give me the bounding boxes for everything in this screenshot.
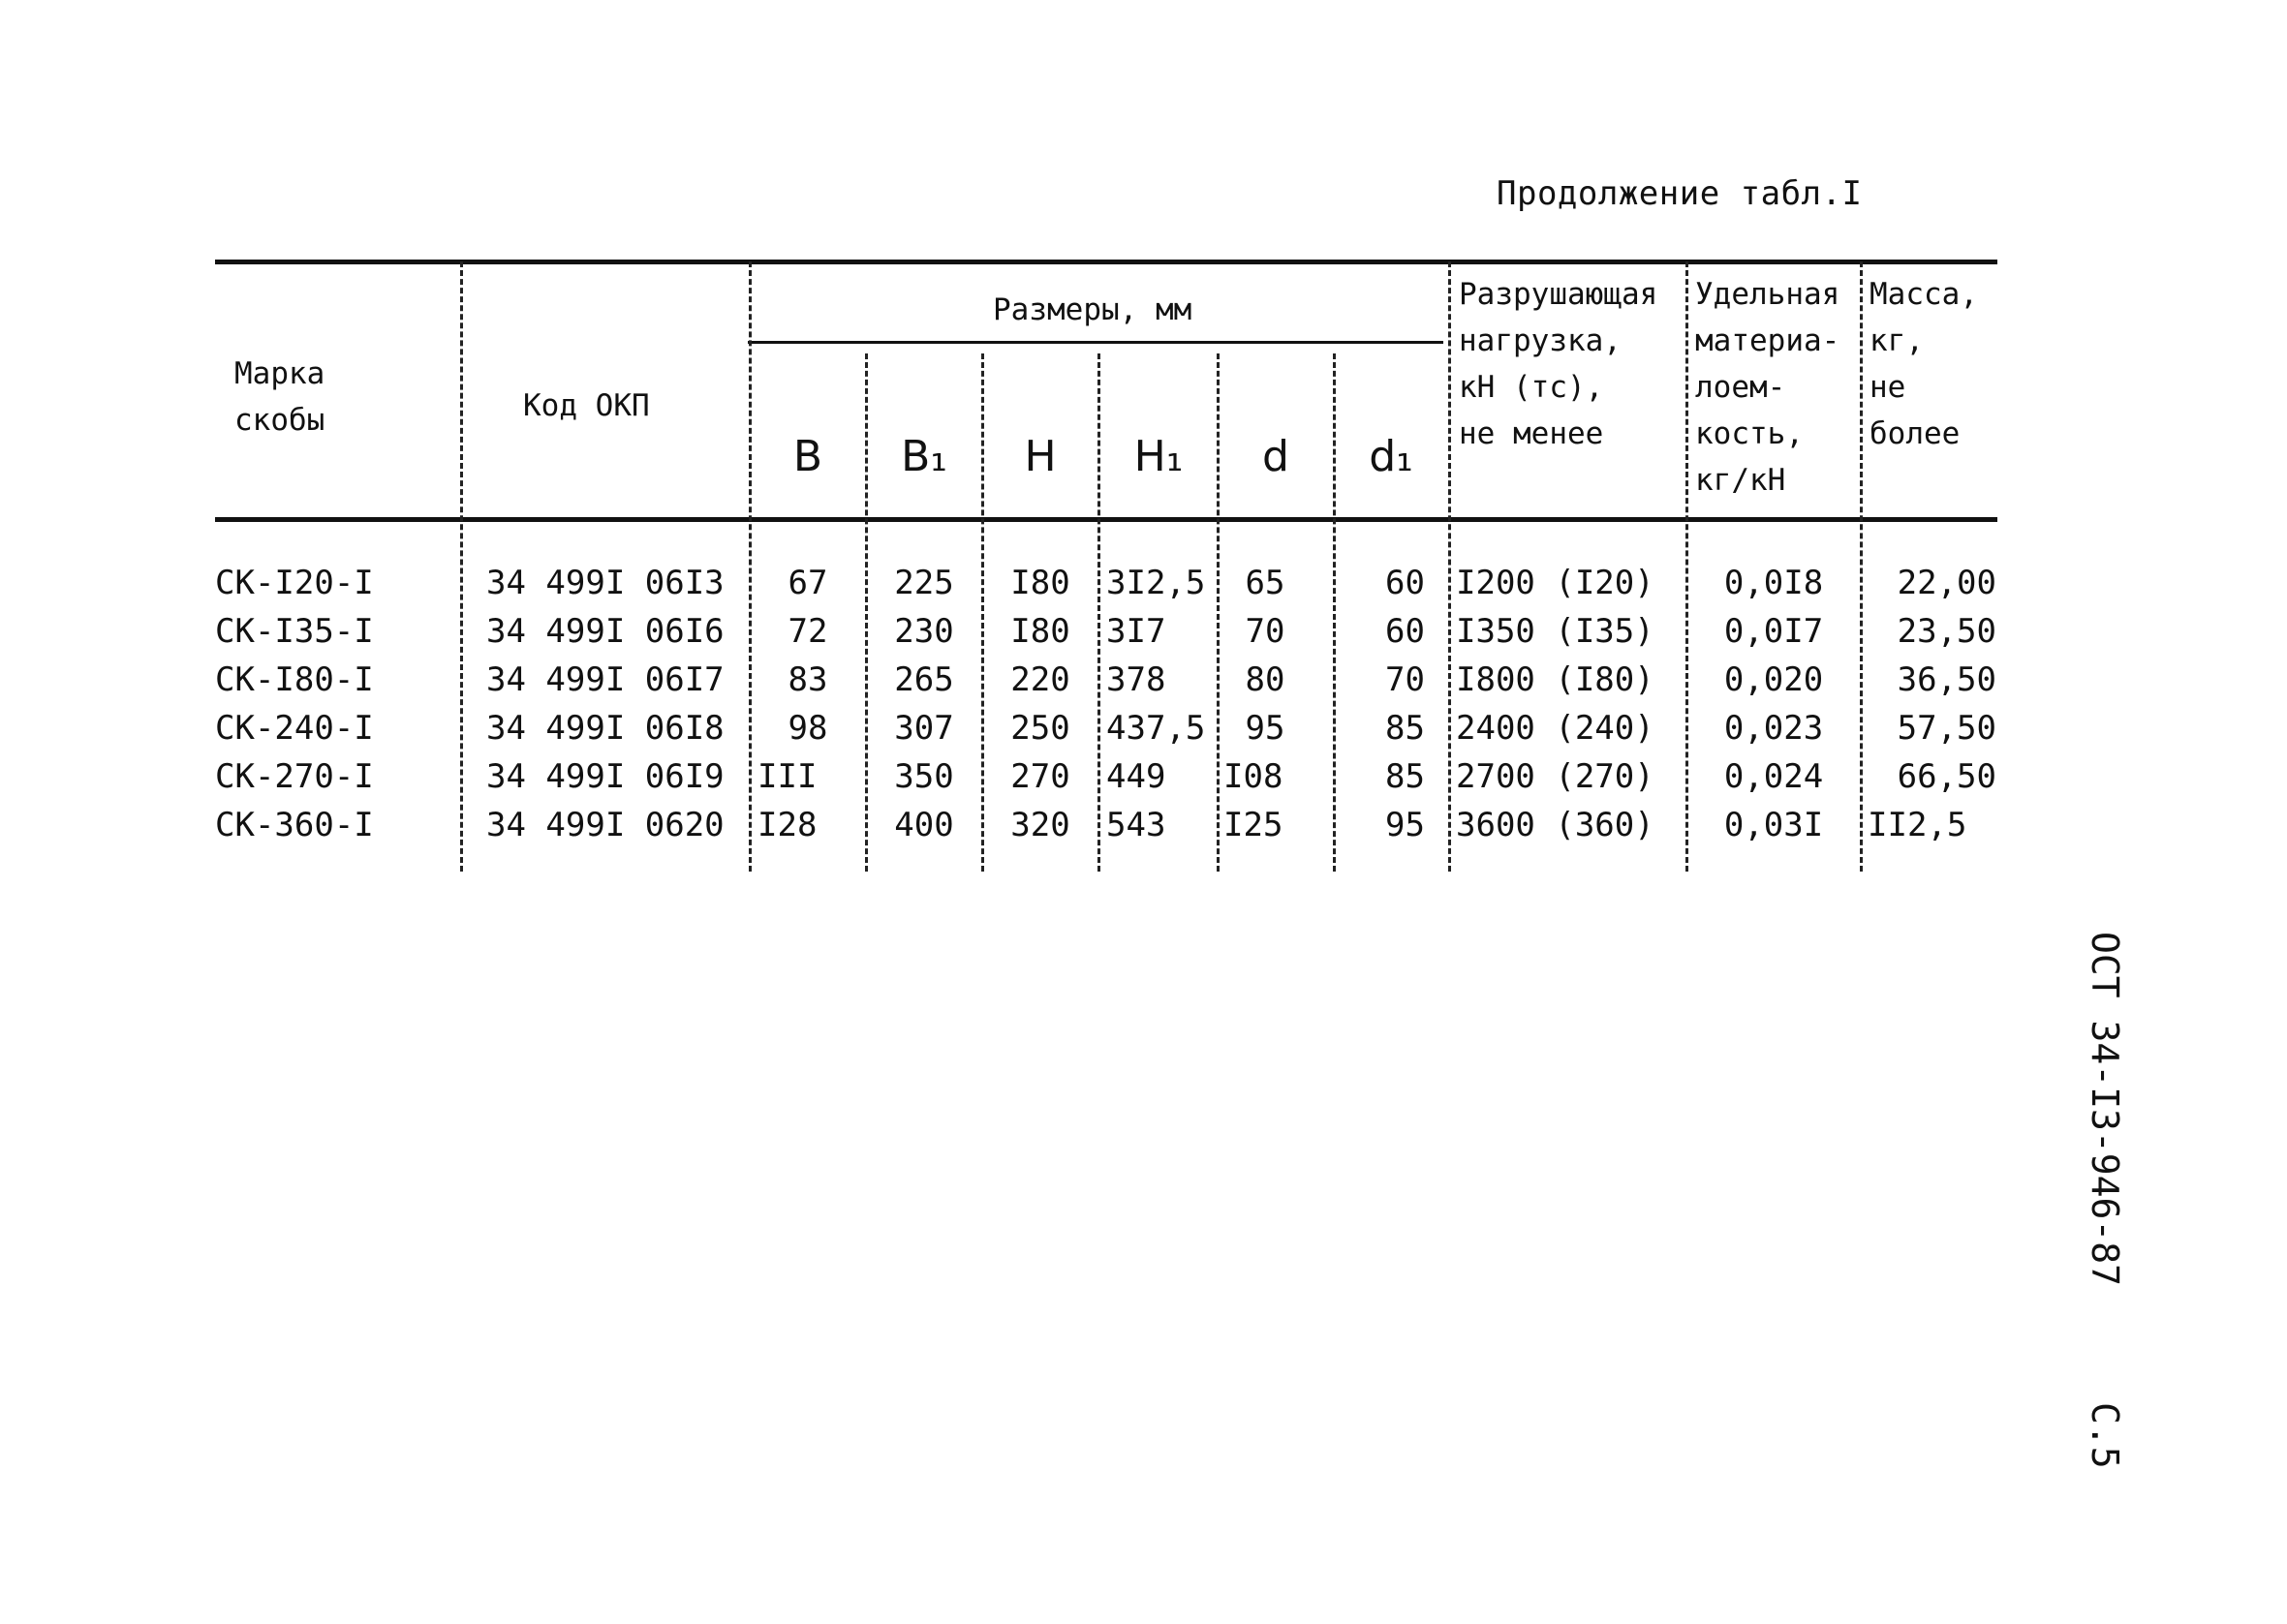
header-specific [1695,271,1839,504]
cell-b1: 265 [894,660,954,699]
column-separator [865,353,868,872]
column-separator [1860,261,1863,872]
cell-d: 70 [1245,612,1285,651]
header-dim-h: H [1024,432,1057,481]
cell-h1: 3I7 [1106,612,1166,651]
cell-b: 83 [788,660,828,699]
header-specific-line: Удельная [1695,277,1840,312]
header-dim-d: d [1262,432,1289,481]
cell-h1: 437,5 [1106,709,1206,748]
cell-specific: 0,023 [1723,709,1824,748]
cell-mass: 66,50 [1897,757,1996,796]
column-separator [1448,261,1451,872]
cell-okp: 34 499I 0620 [486,806,725,844]
cell-d1: 95 [1385,806,1425,844]
cell-mark: СК-I80-I [215,660,374,699]
cell-mark: СК-360-I [215,806,374,844]
header-specific-line: кость, [1695,416,1804,451]
cell-mark: СК-I35-I [215,612,374,651]
header-dim-h1: H₁ [1133,432,1184,481]
cell-load: I350 (I35) [1456,612,1654,651]
header-dim-b1: B₁ [901,432,947,481]
header-mass-line: не [1870,370,1906,405]
cell-h: 270 [1010,757,1070,796]
cell-load: 3600 (360) [1456,806,1654,844]
cell-mass: 36,50 [1897,660,1996,699]
header-mass-line: кг, [1870,323,1924,358]
cell-b: 98 [788,709,828,748]
cell-mass: 23,50 [1897,612,1996,651]
cell-h: 220 [1010,660,1070,699]
dims-group-rule [748,341,1443,344]
cell-b: 67 [788,564,828,602]
cell-d: 80 [1245,660,1285,699]
header-specific-line: материа- [1695,323,1840,358]
column-separator [981,353,984,872]
cell-okp: 34 499I 06I3 [486,564,725,602]
column-separator [1333,353,1336,872]
column-separator [1097,353,1100,872]
header-load [1459,271,1657,457]
cell-b1: 230 [894,612,954,651]
cell-specific: 0,0I7 [1723,612,1824,651]
cell-specific: 0,0I8 [1723,564,1824,602]
header-dim-b: B [792,432,823,481]
column-separator [1685,261,1688,872]
header-okp: Код ОКП [523,388,650,423]
cell-load: 2400 (240) [1456,709,1654,748]
header-load-line: нагрузка, [1459,323,1622,358]
cell-specific: 0,020 [1723,660,1824,699]
cell-b: 72 [788,612,828,651]
cell-mark: СК-240-I [215,709,374,748]
cell-mass: II2,5 [1868,806,1967,844]
cell-b1: 307 [894,709,954,748]
cell-mark: СК-270-I [215,757,374,796]
cell-d: I08 [1223,757,1283,796]
cell-b: III [757,757,818,796]
cell-load: I800 (I80) [1456,660,1654,699]
header-mark-line: скобы [234,403,325,438]
column-separator [749,261,752,872]
cell-d1: 85 [1385,709,1425,748]
cell-h1: 378 [1106,660,1166,699]
header-load-line: не менее [1459,416,1604,451]
cell-okp: 34 499I 06I6 [486,612,725,651]
header-dim-d1: d₁ [1369,432,1413,481]
cell-b: I28 [757,806,818,844]
document-code: ОСТ 34-I3-946-87 [2084,932,2126,1287]
table-caption: Продолжение табл.I [1497,174,1863,213]
cell-okp: 34 499I 06I7 [486,660,725,699]
cell-d1: 60 [1385,612,1425,651]
header-mass-line: Масса, [1870,277,1978,312]
cell-b1: 225 [894,564,954,602]
cell-h: 320 [1010,806,1070,844]
header-mark-line: Марка [234,356,325,391]
page-number: С.5 [2084,1402,2126,1469]
column-separator [1217,353,1220,872]
cell-h: 250 [1010,709,1070,748]
cell-mark: СК-I20-I [215,564,374,602]
cell-b1: 400 [894,806,954,844]
cell-h1: 449 [1106,757,1166,796]
cell-okp: 34 499I 06I9 [486,757,725,796]
cell-h: I80 [1010,612,1070,651]
cell-d1: 60 [1385,564,1425,602]
cell-specific: 0,024 [1723,757,1824,796]
header-mark [234,351,325,444]
cell-h: I80 [1010,564,1070,602]
header-bottom-rule [215,517,1997,522]
table-top-rule [215,260,1997,264]
cell-d1: 85 [1385,757,1425,796]
header-specific-line: кг/кН [1695,463,1786,498]
cell-d: 65 [1245,564,1285,602]
header-load-line: Разрушающая [1459,277,1658,312]
cell-load: I200 (I20) [1456,564,1654,602]
cell-specific: 0,03I [1723,806,1824,844]
cell-d: I25 [1223,806,1283,844]
cell-d: 95 [1245,709,1285,748]
header-mass-line: более [1870,416,1961,451]
cell-b1: 350 [894,757,954,796]
cell-d1: 70 [1385,660,1425,699]
column-separator [460,261,463,872]
cell-h1: 3I2,5 [1106,564,1206,602]
cell-mass: 22,00 [1897,564,1996,602]
cell-okp: 34 499I 06I8 [486,709,725,748]
header-dims-group: Размеры, мм [993,292,1192,327]
cell-h1: 543 [1106,806,1166,844]
header-specific-line: лоем- [1695,370,1786,405]
cell-load: 2700 (270) [1456,757,1654,796]
cell-mass: 57,50 [1897,709,1996,748]
header-load-line: кН (тс), [1459,370,1604,405]
header-mass [1870,271,1978,457]
